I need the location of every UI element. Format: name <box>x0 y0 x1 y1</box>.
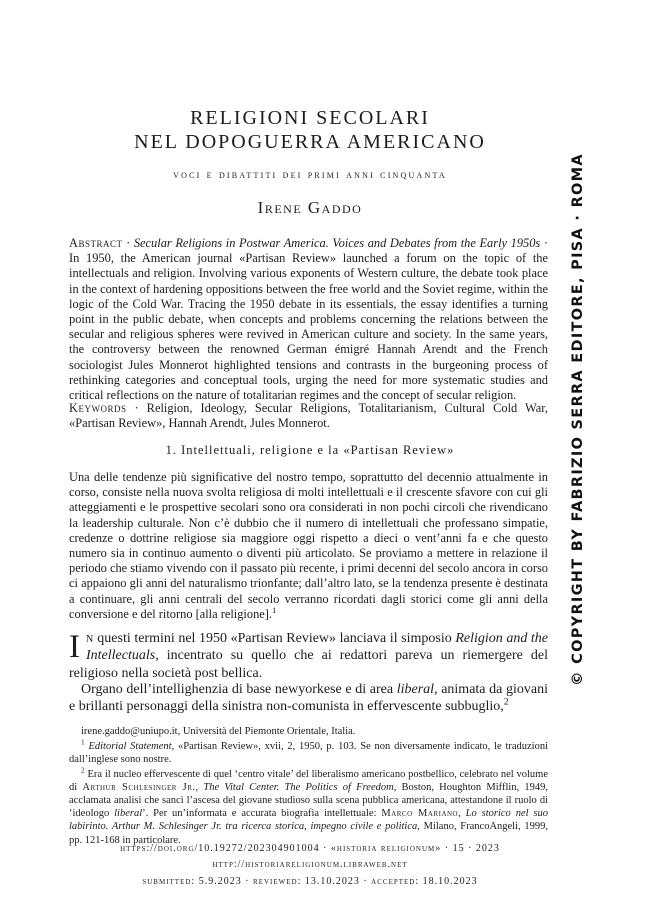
footnote-ref-1[interactable]: 1 <box>272 604 277 615</box>
opening-quote <box>69 470 548 622</box>
copyright-notice: © COPYRIGHT BY FABRIZIO SERRA EDITORE, PISA · ROMA <box>570 153 586 686</box>
body-paragraph-1 <box>69 630 548 682</box>
body-paragraph-2 <box>69 681 548 716</box>
submission-dates: submitted: 5.9.2023 · reviewed: 13.10.2023 · accepted: 18.10.2023 <box>142 876 478 887</box>
abstract <box>69 236 548 403</box>
author-email: irene.gaddo@uniupo.it, Università del Piemonte Orientale, Italia. <box>81 726 356 737</box>
quote-text: Una delle tendenze più significative del nostro tempo, soprattutto del decennio attualmente in corso, consiste nella nuova svolta religiosa di molti intellettuali e il crescente sfavore con cui gli atteggiamenti e le prospettive secolari sono ora considerati in non pochi circoli che rivendicano la leadership culturale. Non c’è dubbio che il numero di intellettuali che professano simpatie, credenze o dottrine religiose sia maggiore oggi rispetto a dieci o vent’anni fa e che questo numero sia in continuo aumento o diventi più articolato. Se proviamo a mettere in relazione il periodo che stiamo vivendo con il passato più recente, i primi decenni del secolo ancora in corso ci appaiono gli anni del naturalismo trionfante; dall’altro lato, se la tendenza presente è destinata a continuare, gli anni centrali del secolo verranno ricordati dagli storici come gli anni della conversione e del ritorno [alla religione]. <box>69 470 548 621</box>
footnote-ref-2[interactable]: 2 <box>503 696 509 708</box>
paragraph-2-italic: liberal <box>396 682 435 697</box>
author-affiliation <box>69 725 548 738</box>
symposium-title: Religion and the Intellectuals <box>86 631 548 664</box>
keywords <box>69 401 548 431</box>
footnote-2-text-d: ’. Per un’informata e accurata biografia intellettuale: <box>142 808 382 820</box>
footnote-2-text-b: , <box>195 781 204 793</box>
abstract-separator: · <box>122 236 134 250</box>
article-subtitle: voci e dibattiti dei primi anni cinquanta <box>173 167 447 181</box>
footnote-2 <box>69 765 549 847</box>
article-title-line-2: NEL DOPOGUERRA AMERICANO <box>134 131 486 153</box>
paragraph-1-text-b: , incentrato su quello che ai redattori pareva un riemergere del religioso nella società post bellica. <box>69 648 548 681</box>
footnote-2-number: 2 <box>81 765 85 775</box>
footnote-2-title-2: Lo storico nel suo labirinto. Arthur M. Schlesinger Jr. tra ricerca storica, impegno civile e politica <box>69 808 549 833</box>
section-heading: 1. Intellettuali, religione e la «Partisan Review» <box>165 443 455 457</box>
footnote-2-italic-liberal: liberal <box>114 808 143 820</box>
footnote-1 <box>69 737 549 766</box>
footnote-2-author-2: Marco Mariano <box>381 808 459 820</box>
author-name: Irene Gaddo <box>257 198 363 217</box>
doi-line[interactable]: https://doi.org/10.19272/202304901004 · «historia religionum» · 15 · 2023 <box>120 843 500 854</box>
footnote-1-number: 1 <box>81 737 85 747</box>
drop-cap: I <box>69 629 80 665</box>
footnote-2-author-1: Arthur Schlesinger Jr. <box>82 781 196 793</box>
footnote-2-text-c: , Boston, Houghton Mifflin, 1949, acclamata analisi che sancì l’ascesa del giovane studioso sulla scena pubblica americana, attestandone il ruolo di ‘ideologo <box>69 781 549 820</box>
abstract-text: · In 1950, the American journal «Partisan Review» launched a forum on the topic of the intellectuals and religion. Involving various exponents of Western culture, the debate took place in the context of hardening oppositions between the free world and the Soviet regime, within the logic of the Cold War. Tracing the 1950 debate in its essentials, the essay identifies a turning point in the public debate, when concepts and problems concerning the relations between the secular and religious spheres were revived in American culture and society. In the same years, the controversy between the renowned German émigré Hannah Arendt and the French sociologist Jules Monnerot highlighted tensions and contrasts in the burgeoning process of rethinking categories and conceptual tools, urging the need for more systematic studies and critical reflections on the nature of totalitarian regimes and the concept of secular religion. <box>69 236 549 403</box>
drop-cap-continuation: n <box>86 631 94 646</box>
footnote-2-text-f: , Milano, FrancoAngeli, 1999, pp. 121-168 in particolare. <box>69 821 548 846</box>
keywords-text: · Religion, Ideology, Secular Religions, Totalitarianism, Cultural Cold War, «Partisan Review», Hannah Arendt, Jules Monnerot. <box>69 401 548 431</box>
journal-url[interactable]: http://historiareligionum.libraweb.net <box>212 859 408 870</box>
paragraph-2-text-b: , animata da giovani e brillanti personaggi della sinistra non-comunista in effervescente subbuglio, <box>69 682 548 715</box>
footnote-1-text: , «Partisan Review», xvii, 2, 1950, p. 103. Se non diversamente indicato, le traduzioni dall’inglese sono nostre. <box>69 741 549 766</box>
footnote-2-text-e: , <box>458 808 466 820</box>
footnote-2-title-1: The Vital Center. The Politics of Freedom <box>203 781 394 793</box>
article-title-line-1: RELIGIONI SECOLARI <box>190 107 430 129</box>
paragraph-1-text-a: questi termini nel 1950 «Partisan Review» lanciava il simposio <box>93 631 456 646</box>
abstract-label: Abstract <box>69 236 123 250</box>
footnote-2-text-a: Era il nucleo effervescente di quel ‘centro vitale’ del liberalismo americano postbellico, celebrato nel volume di <box>69 768 548 793</box>
footnotes <box>69 725 548 848</box>
keywords-label: Keywords <box>69 401 127 415</box>
footnote-1-italic: Editorial Statement <box>88 741 172 753</box>
paragraph-2-text-a: Organo dell’intellighenzia di base newyorkese e di area <box>81 682 397 697</box>
abstract-english-title: Secular Religions in Postwar America. Voices and Debates from the Early 1950s <box>133 236 541 250</box>
